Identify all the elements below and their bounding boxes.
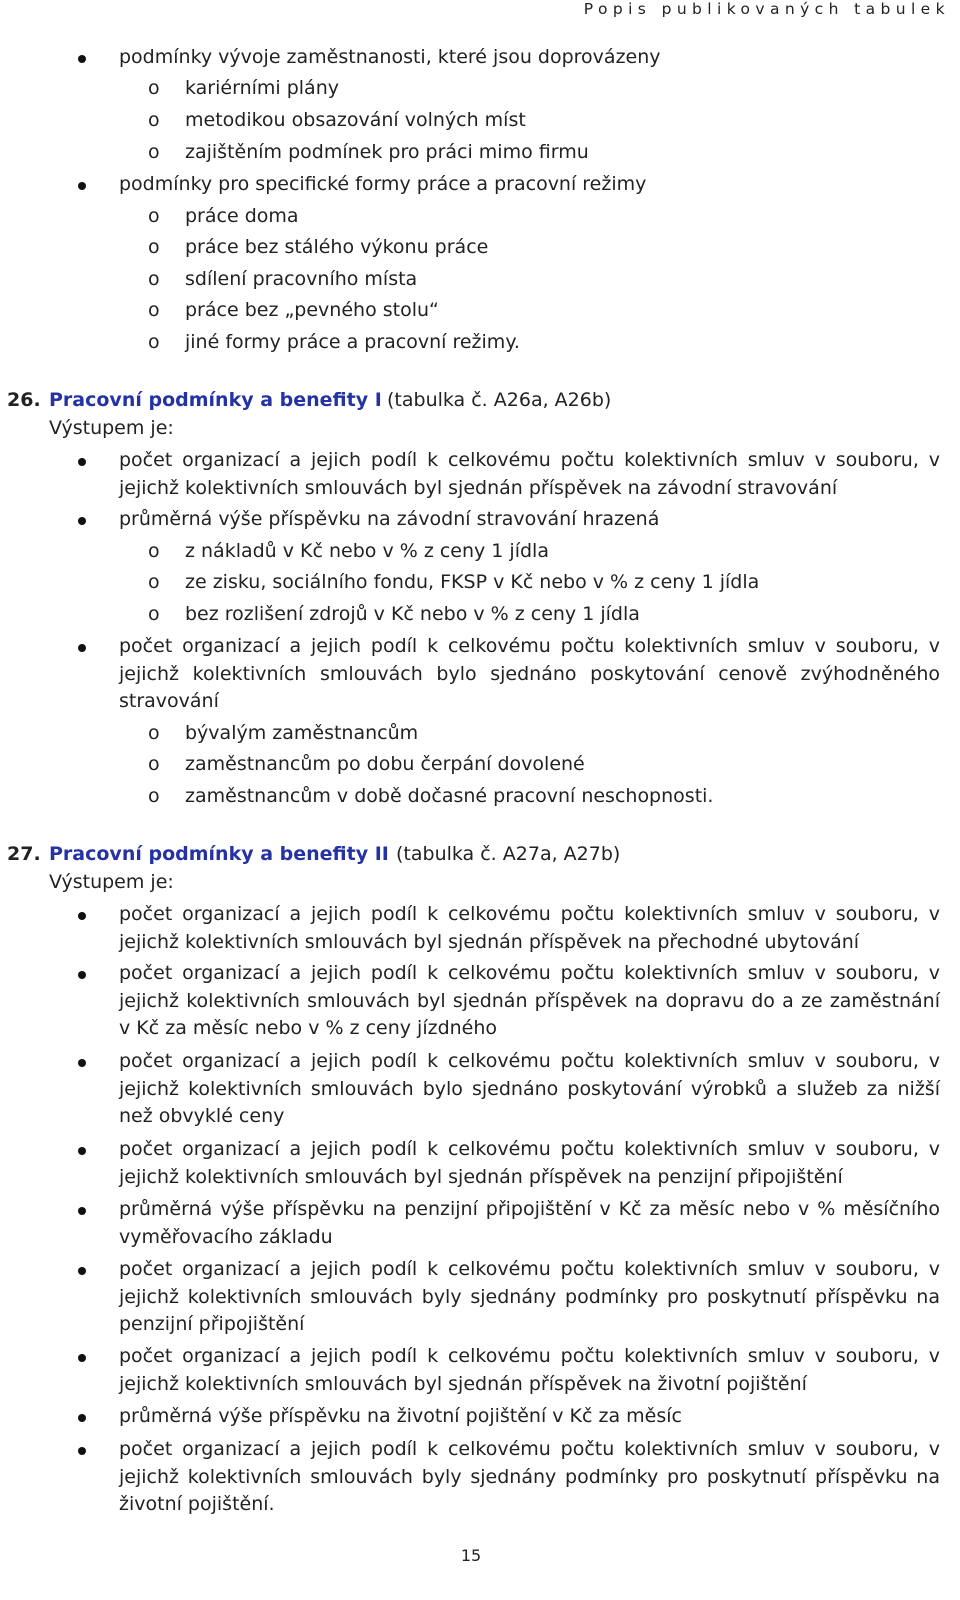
circle-bullet-icon: o [148,722,160,744]
list-item-text: počet organizací a jejich podíl k celkovému počtu kolektivních smluv v souboru, v jejichž kolektivních smlouvách byly sjednány podmínky pro poskytnutí příspěvku na penzijní připojištění [119,1258,940,1335]
section-title: Pracovní podmínky a benefity II [49,843,389,865]
list-item-text: podmínky vývoje zaměstnanosti, které jsou doprovázeny [119,46,661,68]
list-item-text: počet organizací a jejich podíl k celkovému počtu kolektivních smluv v souboru, v jejichž kolektivních smlouvách byly sjednány podmínky pro poskytnutí příspěvku na životní pojištění. [119,1438,940,1515]
circle-bullet-icon: o [148,77,160,99]
circle-bullet-icon: o [148,268,160,290]
bullet-icon [78,1059,86,1067]
bullet-icon [78,1267,86,1275]
bullet-icon [78,1147,86,1155]
list-item-text: průměrná výše příspěvku na životní pojištění v Kč za měsíc [119,1405,682,1427]
sub-list-item-text: jiné formy práce a pracovní režimy. [185,331,520,353]
list-item-text: počet organizací a jejich podíl k celkovému počtu kolektivních smluv v souboru, v jejichž kolektivních smlouvách bylo sjednáno poskytování výrobků a služeb za nižší než obvyklé ceny [119,1050,940,1127]
sub-list-item-text: práce bez stálého výkonu práce [185,236,489,258]
circle-bullet-icon: o [148,571,160,593]
circle-bullet-icon: o [148,331,160,353]
list-item-text: počet organizací a jejich podíl k celkovému počtu kolektivních smluv v souboru, v jejichž kolektivních smlouvách byl sjednán příspěvek na životní pojištění [119,1345,940,1395]
sub-list-item-text: zaměstnancům v době dočasné pracovní neschopnosti. [185,785,714,807]
list-item-text: průměrná výše příspěvku na závodní stravování hrazená [119,508,660,530]
circle-bullet-icon: o [148,236,160,258]
sub-list-item-text: z nákladů v Kč nebo v % z ceny 1 jídla [185,540,549,562]
bullet-icon [78,1207,86,1215]
section-number: 27. [7,843,41,865]
list-item-text: podmínky pro specifické formy práce a pracovní režimy [119,173,647,195]
bullet-icon [78,1447,86,1455]
bullet-icon [78,1354,86,1362]
circle-bullet-icon: o [148,540,160,562]
list-item-text: průměrná výše příspěvku na penzijní připojištění v Kč za měsíc nebo v % měsíčního vyměřovacího základu [119,1198,940,1248]
circle-bullet-icon: o [148,785,160,807]
circle-bullet-icon: o [148,299,160,321]
list-item-text: počet organizací a jejich podíl k celkovému počtu kolektivních smluv v souboru, v jejichž kolektivních smlouvách byl sjednán příspěvek na penzijní připojištění [119,1138,940,1188]
output-label: Výstupem je: [49,871,174,893]
bullet-icon [78,182,86,190]
circle-bullet-icon: o [148,753,160,775]
bullet-icon [78,644,86,652]
sub-list-item-text: práce doma [185,205,299,227]
bullet-icon [78,517,86,525]
circle-bullet-icon: o [148,109,160,131]
circle-bullet-icon: o [148,141,160,163]
table-reference: (tabulka č. A27a, A27b) [396,843,621,865]
list-item-text: počet organizací a jejich podíl k celkovému počtu kolektivních smluv v souboru, v jejichž kolektivních smlouvách byl sjednán příspěvek na přechodné ubytování [119,903,940,953]
page-number: 15 [460,1546,482,1565]
table-reference: (tabulka č. A26a, A26b) [387,389,612,411]
section-number: 26. [7,389,41,411]
section-title: Pracovní podmínky a benefity I [49,389,382,411]
sub-list-item-text: ze zisku, sociálního fondu, FKSP v Kč nebo v % z ceny 1 jídla [185,571,760,593]
bullet-icon [78,912,86,920]
sub-list-item-text: práce bez „pevného stolu“ [185,299,439,321]
sub-list-item-text: metodikou obsazování volných míst [185,109,526,131]
list-item-text: počet organizací a jejich podíl k celkovému počtu kolektivních smluv v souboru, v jejichž kolektivních smlouvách byl sjednán příspěvek na dopravu do a ze zaměstnání v Kč za měsíc nebo v % z ceny jízdného [119,962,940,1039]
circle-bullet-icon: o [148,603,160,625]
bullet-icon [78,458,86,466]
sub-list-item-text: sdílení pracovního místa [185,268,418,290]
bullet-icon [78,971,86,979]
sub-list-item-text: kariérními plány [185,77,339,99]
list-item-text: počet organizací a jejich podíl k celkovému počtu kolektivních smluv v souboru, v jejichž kolektivních smlouvách bylo sjednáno poskytování cenově zvýhodněného stravování [119,635,940,712]
bullet-icon [78,1414,86,1422]
output-label: Výstupem je: [49,417,174,439]
circle-bullet-icon: o [148,205,160,227]
running-header: Popis publikovaných tabulek [583,0,950,18]
bullet-icon [78,55,86,63]
sub-list-item-text: zajištěním podmínek pro práci mimo firmu [185,141,589,163]
sub-list-item-text: bez rozlišení zdrojů v Kč nebo v % z ceny 1 jídla [185,603,640,625]
sub-list-item-text: bývalým zaměstnancům [185,722,419,744]
sub-list-item-text: zaměstnancům po dobu čerpání dovolené [185,753,585,775]
list-item-text: počet organizací a jejich podíl k celkovému počtu kolektivních smluv v souboru, v jejichž kolektivních smlouvách byl sjednán příspěvek na závodní stravování [119,449,940,499]
